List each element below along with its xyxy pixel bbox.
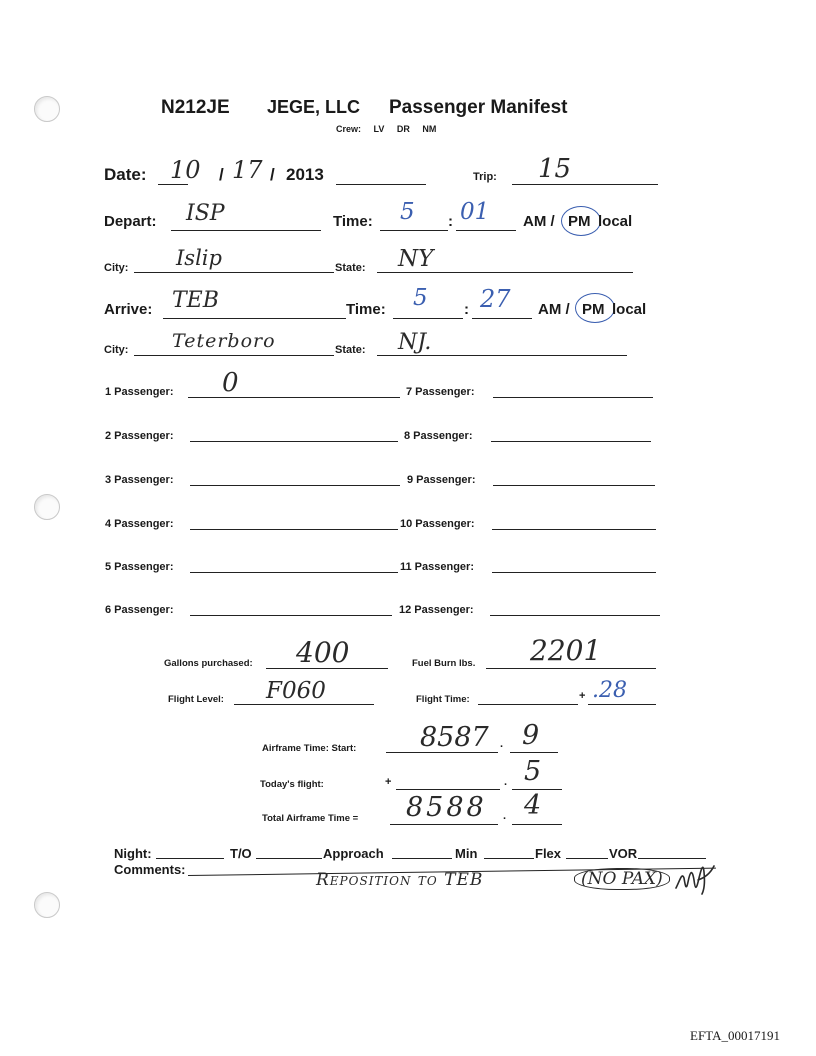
min-label: Min <box>455 846 478 861</box>
crew-member: LV <box>373 124 385 134</box>
flight-time-value: .28 <box>592 678 627 703</box>
date-label: Date: <box>104 165 147 184</box>
approach-line <box>392 858 452 859</box>
date-separator: / <box>219 165 224 184</box>
depart-time-label: Time: <box>333 213 373 230</box>
todays-flight-dec: 5 <box>524 756 542 787</box>
passenger-label: 2 Passenger: <box>105 430 174 442</box>
gallons-value: 400 <box>296 636 350 669</box>
date-day-value: 17 <box>232 156 263 184</box>
flight-time-label: Flight Time: <box>416 694 470 705</box>
no-pax-note: (NO PAX) <box>574 868 670 890</box>
city-label: City: <box>104 344 129 356</box>
takeoff-label: T/O <box>230 846 252 861</box>
total-airframe-whole: 8588 <box>406 792 487 823</box>
todays-flight-plus: + <box>385 776 392 788</box>
takeoff-line <box>256 858 322 859</box>
total-airframe-dec-line <box>512 824 562 825</box>
passenger-label: 3 Passenger: <box>105 474 174 486</box>
crew-member: NM <box>422 124 437 134</box>
passenger-label: 4 Passenger: <box>105 518 174 530</box>
airframe-start-dec-line <box>510 752 558 753</box>
fuel-burn-label: Fuel Burn lbs. <box>412 658 476 669</box>
passenger-line <box>190 615 392 616</box>
date-year: 2013 <box>286 165 324 184</box>
approach-label: Approach <box>323 846 384 861</box>
arrive-hour: 5 <box>413 285 428 311</box>
date-underline <box>336 184 426 185</box>
passenger-line <box>490 615 660 616</box>
passenger-value: 0 <box>222 368 239 398</box>
airframe-start-dec: 9 <box>522 720 540 751</box>
passenger-line <box>492 529 656 530</box>
tail-number: N212JE <box>161 97 230 118</box>
arrive-am: AM / <box>538 301 570 318</box>
binder-hole-middle <box>34 494 60 520</box>
depart-hour: 5 <box>400 199 415 225</box>
flex-line <box>566 858 608 859</box>
airframe-dot: . <box>504 776 508 788</box>
arrive-minute-line <box>472 318 532 319</box>
state-line <box>377 272 633 273</box>
arrive-minute: 27 <box>480 285 511 313</box>
passenger-line <box>491 441 651 442</box>
flight-time-line <box>478 704 578 705</box>
pm-circle <box>561 206 601 236</box>
trip-line <box>512 184 658 185</box>
crew-line <box>336 124 436 134</box>
vor-label: VOR <box>609 846 638 861</box>
company-name: JEGE, LLC <box>267 97 361 117</box>
city-line <box>134 355 334 356</box>
todays-flight-line <box>396 789 500 790</box>
airframe-dot: . <box>500 738 504 750</box>
state-value: NY <box>398 246 434 272</box>
passenger-label: 1 Passenger: <box>105 386 174 398</box>
passenger-label: 5 Passenger: <box>105 561 174 573</box>
min-line <box>484 858 534 859</box>
depart-label: Depart: <box>104 213 157 230</box>
passenger-line <box>190 441 398 442</box>
passenger-label: 10 Passenger: <box>400 518 475 530</box>
flight-level-line <box>234 704 374 705</box>
date-month-value: 10 <box>170 156 201 184</box>
flight-time-minutes-line <box>588 704 656 705</box>
arrive-hour-line <box>393 318 463 319</box>
passenger-label: 11 Passenger: <box>400 561 474 573</box>
flight-time-plus: + <box>579 690 586 702</box>
passenger-line <box>190 529 398 530</box>
passenger-label: 7 Passenger: <box>406 386 475 398</box>
crew-label: Crew: <box>336 124 362 134</box>
passenger-label: 6 Passenger: <box>105 604 174 616</box>
city-value: Islip <box>176 246 222 270</box>
state-label: State: <box>335 262 366 274</box>
fuel-burn-value: 2201 <box>530 634 602 667</box>
arrive-pm: PM <box>582 301 605 318</box>
passenger-line <box>188 397 400 398</box>
total-airframe-dec: 4 <box>524 790 542 821</box>
passenger-label: 8 Passenger: <box>404 430 473 442</box>
state-label: State: <box>335 344 366 356</box>
depart-line <box>171 230 321 231</box>
depart-local: local <box>598 213 633 230</box>
airframe-start-whole: 8587 <box>420 722 489 753</box>
bates-number: EFTA_00017191 <box>690 1028 780 1043</box>
passenger-line <box>190 485 400 486</box>
crew-member: DR <box>396 124 410 134</box>
airframe-start-label: Airframe Time: Start: <box>262 743 357 754</box>
depart-minute-line <box>456 230 516 231</box>
trip-value: 15 <box>538 154 572 184</box>
flex-label: Flex <box>535 846 562 861</box>
trip-label: Trip: <box>473 171 497 183</box>
airframe-dot: . <box>503 810 507 822</box>
passenger-label: 12 Passenger: <box>399 604 474 616</box>
night-label: Night: <box>114 846 152 861</box>
passenger-line <box>493 397 653 398</box>
city-value: Teterboro <box>172 330 276 352</box>
comments-value: Reposition to TEB <box>316 870 484 890</box>
todays-flight-label: Today's flight: <box>260 779 324 790</box>
pm-circle <box>575 293 615 323</box>
depart-minute: 01 <box>460 199 490 225</box>
binder-hole-bottom <box>34 892 60 918</box>
passenger-label: 9 Passenger: <box>407 474 476 486</box>
depart-value: ISP <box>186 201 225 226</box>
city-line <box>134 272 334 273</box>
arrive-label: Arrive: <box>104 301 153 318</box>
state-line <box>377 355 627 356</box>
total-airframe-label: Total Airframe Time = <box>262 813 359 824</box>
passenger-line <box>190 572 398 573</box>
flight-level-value: F060 <box>266 678 326 704</box>
depart-pm: PM <box>568 213 591 230</box>
arrive-local: local <box>612 301 647 318</box>
gallons-label: Gallons purchased: <box>164 658 253 669</box>
city-label: City: <box>104 262 129 274</box>
date-separator: / <box>270 165 275 184</box>
depart-am: AM / <box>523 213 555 230</box>
depart-hour-line <box>380 230 448 231</box>
time-colon: : <box>448 213 453 230</box>
time-colon: : <box>464 301 469 318</box>
arrive-value: TEB <box>172 288 219 313</box>
binder-hole-top <box>34 96 60 122</box>
comments-label: Comments: <box>114 862 186 877</box>
initials-signature <box>672 858 718 898</box>
state-value: NJ. <box>398 330 432 355</box>
fuel-burn-line <box>486 668 656 669</box>
date-month-line <box>158 184 188 185</box>
arrive-time-label: Time: <box>346 301 386 318</box>
passenger-line <box>493 485 655 486</box>
total-airframe-line <box>390 824 498 825</box>
night-line <box>156 858 224 859</box>
passenger-line <box>492 572 656 573</box>
flight-level-label: Flight Level: <box>168 694 224 705</box>
form-title: Passenger Manifest <box>389 97 568 118</box>
arrive-line <box>163 318 346 319</box>
